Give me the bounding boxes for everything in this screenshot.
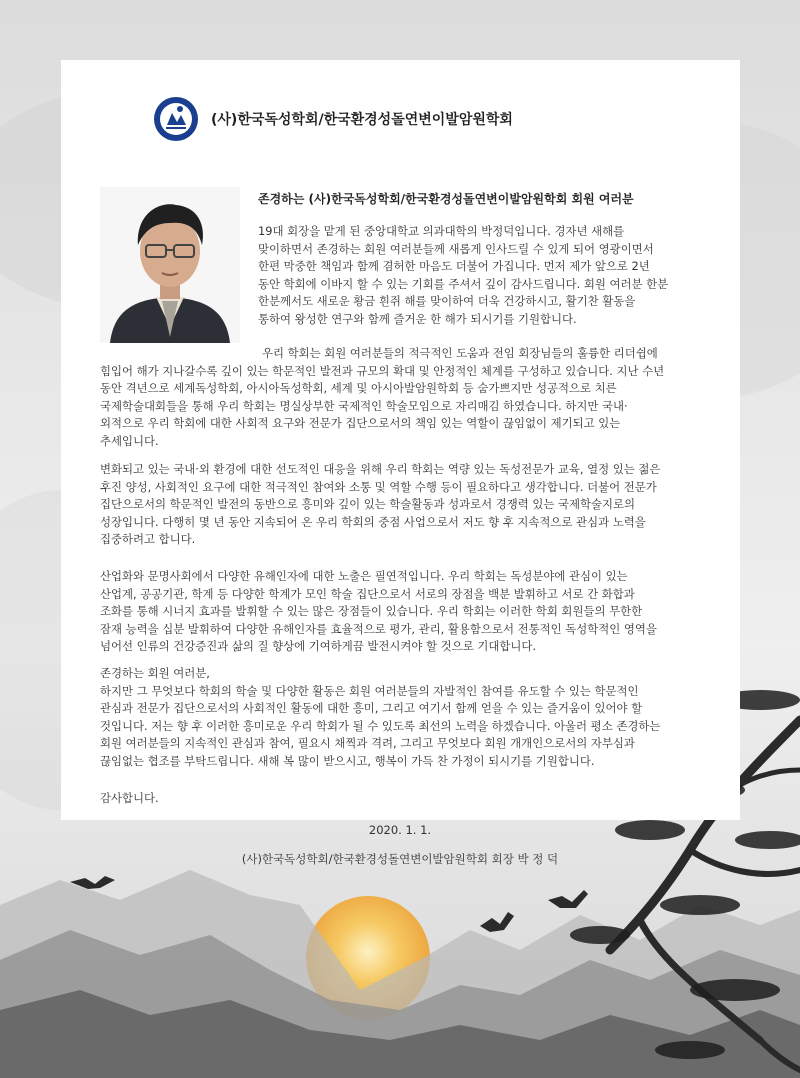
letter-header bbox=[153, 96, 513, 142]
organization-title: (사)한국독성학회/한국환경성돌연변이발암원학회 bbox=[211, 112, 513, 128]
letter-greeting: 존경하는 (사)한국독성학회/한국환경성돌연변이발암원학회 회원 여러분 bbox=[258, 192, 634, 206]
letter-date: 2020. 1. 1. bbox=[368, 823, 432, 837]
paragraph-4: 산업화와 문명사회에서 다양한 유해인자에 대한 노출은 필연적입니다. 우리 학회는 독성분야에 관심이 있는 산업계, 공공기관, 학계 등 다양한 학계가 모인 학술 집단으로서 서로의 장점을 백분 발휘하고 서로 간 화합과 조화를 통해 시너지 효과를 발휘할 수 있는 많은 장점들이 있습니다. 우리 학회는 이러한 학회 회원들의 무한한 잠재 능력을 십분 발휘하여 다양한 유해인자를 효율적으로 평가, 관리, 활용함으로서 전통적인 독성학적인 영역을 넘어선 인류의 건강증진과 삶의 질 향상에 기여하게끔 발전시켜야 할 것으로 기대합니다. bbox=[100, 569, 657, 654]
paragraph-1: 19대 회장을 맡게 된 중앙대학교 의과대학의 박정덕입니다. 경자년 새해를 맞이하면서 존경하는 회원 여러분들께 새롭게 인사드릴 수 있게 되어 영광이면서 한편 막중한 책임과 함께 겸허한 마음도 더불어 가집니다. 먼저 제가 앞으로 2년 동안 학회에 이바지 할 수 있는 기회를 주셔서 깊이 감사드립니다. 회원 여러분 한분 한분께서도 새로운 황금 흰쥐 해를 맞이하여 더욱 건강하시고, 활기찬 활동을 통하여 왕성한 연구와 함께 즐거운 한 해가 되시기를 기원합니다. bbox=[258, 224, 669, 326]
paragraph-2: 우리 학회는 회원 여러분들의 적극적인 도움과 전임 회장님들의 훌륭한 리더쉽에 힘입어 해가 지나갈수록 깊이 있는 학문적인 발전과 규모의 확대 및 안정적인 체계를 구성하고 있습니다. 지난 수년 동안 격년으로 세계독성학회, 아시아독성학회, 세계 및 아시아발암원학회 등 숨가쁘지만 성공적으로 치른 국제학술대회들을 통해 우리 학회는 명실상부한 국제적인 학술모임으로 자리매김 하였습니다. 하지만 국내· 외적으로 우리 학회에 대한 사회적 요구와 전문가 집단으로서의 책임 있는 역할이 끊임없이 제기되고 있는 추세입니다. bbox=[100, 346, 665, 448]
letter-signature: (사)한국독성학회/한국환경성돌연변이발암원학회 회장 박 정 덕 bbox=[241, 852, 559, 866]
closing-text: 감사합니다. bbox=[100, 791, 159, 805]
president-portrait bbox=[100, 187, 240, 343]
society-logo-icon bbox=[153, 96, 199, 142]
paragraph-3: 변화되고 있는 국내·외 환경에 대한 선도적인 대응을 위해 우리 학회는 역량 있는 독성전문가 교육, 열정 있는 젊은 후진 양성, 사회적인 요구에 대한 적극적인 참여와 소통 및 역할 수행 등이 필요하다고 생각합니다. 더불어 전문가 집단으로서의 학문적인 발전의 동반으로 흥미와 깊이 있는 학술활동과 성과로서 경쟁력 있는 국제학술지로의 성장입니다. 다행히 몇 년 동안 지속되어 온 우리 학회의 중점 사업으로서 저도 향 후 지속적으로 관심과 노력을 집중하려고 합니다. bbox=[100, 462, 661, 547]
paragraph-5: 존경하는 회원 여러분, 하지만 그 무엇보다 학회의 학술 및 다양한 활동은 회원 여러분들의 자발적인 참여를 유도할 수 있는 학문적인 관심과 전문가 집단으로서의 사회적인 활동에 대한 흥미, 그리고 여기서 함께 얻을 수 있는 즐거움이 있어야 할 것입니다. 저는 향 후 이러한 흥미로운 우리 학회가 될 수 있도록 최선의 노력을 하겠습니다. 아울러 평소 존경하는 회원 여러분들의 지속적인 관심과 참여, 필요시 채찍과 격려, 그리고 무엇보다 회원 개개인으로서의 자부심과 끊임없는 협조를 부탁드립니다. 새해 복 많이 받으시고, 행복이 가득 찬 가정이 되시기를 기원합니다. bbox=[100, 666, 661, 768]
